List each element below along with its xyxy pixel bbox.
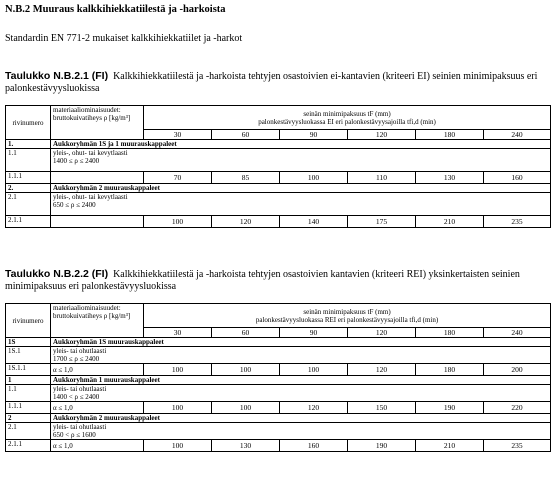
table-row (6, 338, 551, 347)
row-number: 1.1.1 (6, 402, 51, 414)
row-label (51, 172, 144, 184)
thickness-value: 190 (416, 402, 484, 414)
thickness-header-line1: seinän minimipaksuus tF (mm) (303, 109, 391, 118)
group-label: Aukkoryhmän 1S ja 1 muurauskappaleet (51, 140, 551, 149)
thickness-value: 235 (484, 440, 551, 452)
table-row (6, 149, 551, 172)
table-row (6, 172, 551, 184)
thickness-header-line2: palonkestävyysluokassa REI eri palonkestävyysajoilla tfi,d (min) (255, 315, 439, 324)
thickness-value: 175 (348, 216, 416, 228)
table-row (6, 423, 551, 440)
row-number: 1S.1.1 (6, 364, 51, 376)
density-range: 650 ≤ ρ ≤ 2400 (53, 201, 96, 209)
thickness-value: 100 (144, 216, 212, 228)
mortar-type: yleis-, ohut- tai kevytlaasti (53, 149, 128, 157)
thickness-value: 85 (212, 172, 280, 184)
thickness-value: 150 (348, 402, 416, 414)
table2-caption-id: Taulukko N.B.2.2 (FI) (5, 268, 109, 280)
thickness-value: 220 (484, 402, 551, 414)
row-number: 1S.1 (6, 347, 51, 364)
col-header-thickness (144, 106, 551, 130)
thickness-value: 100 (144, 402, 212, 414)
group-label: Aukkoryhmän 2 muurauskappaleet (51, 184, 551, 193)
mortar-description (51, 193, 551, 216)
thickness-value: 110 (348, 172, 416, 184)
col-header-time: 30 (144, 328, 212, 338)
mortar-type: yleis-, ohut- tai kevytlaasti (53, 193, 128, 201)
table1-caption (5, 70, 550, 95)
row-label (51, 216, 144, 228)
thickness-value: 100 (212, 402, 280, 414)
mortar-type: yleis- tai ohutlaasti (53, 423, 107, 431)
table2-caption-text: Kalkkihiekkatiilestä ja -harkoista tehtyjen osastoivien kantavien (kriteeri REI) yksinkertaisten seinien minimipaksuus eri palonkestävyysluokissa (5, 269, 520, 292)
table2 (5, 303, 551, 452)
row-number: 1.1 (6, 149, 51, 172)
thickness-value: 130 (212, 440, 280, 452)
density-range: 1700 ≤ ρ ≤ 2400 (53, 355, 100, 363)
mortar-type: yleis- tai ohutlaasti (53, 385, 107, 393)
thickness-value: 180 (416, 364, 484, 376)
table-row (6, 140, 551, 149)
table-row (6, 193, 551, 216)
thickness-value: 140 (280, 216, 348, 228)
row-number: 2.1.1 (6, 216, 51, 228)
col-header-material (51, 106, 144, 140)
row-number: 2.1.1 (6, 440, 51, 452)
section-heading: N.B.2 Muuraus kalkkihiekkatiilestä ja -harkoista (5, 4, 226, 15)
col-header-row-number: rivinumero (6, 304, 51, 338)
table2-caption (5, 268, 550, 293)
thickness-value: 100 (280, 172, 348, 184)
thickness-value: 200 (484, 364, 551, 376)
table-row (6, 184, 551, 193)
row-label: α ≤ 1,0 (51, 402, 144, 414)
thickness-header-line1: seinän minimipaksuus tF (mm) (303, 307, 391, 316)
col-header-time: 90 (280, 130, 348, 140)
col-header-time: 60 (212, 328, 280, 338)
col-header-time: 240 (484, 328, 551, 338)
table-row (6, 216, 551, 228)
row-number: 2.1 (6, 193, 51, 216)
thickness-value: 70 (144, 172, 212, 184)
table-row (6, 364, 551, 376)
thickness-value: 120 (280, 402, 348, 414)
standard-line: Standardin EN 771-2 mukaiset kalkkihiekkatiilet ja -harkot (5, 33, 243, 44)
thickness-value: 120 (348, 364, 416, 376)
table-row (6, 414, 551, 423)
col-header-time: 90 (280, 328, 348, 338)
table-row (6, 347, 551, 364)
thickness-value: 130 (416, 172, 484, 184)
table-row (6, 402, 551, 414)
table-row (6, 385, 551, 402)
thickness-value: 190 (348, 440, 416, 452)
row-number: 2 (6, 414, 51, 423)
row-number: 1.1.1 (6, 172, 51, 184)
col-header-time: 30 (144, 130, 212, 140)
material-header-line2: bruttokuivatiheys ρ [kg/m³] (53, 114, 131, 122)
row-label: α ≤ 1,0 (51, 440, 144, 452)
row-number: 1S (6, 338, 51, 347)
thickness-value: 160 (484, 172, 551, 184)
thickness-value: 120 (212, 216, 280, 228)
density-range: 1400 ≤ ρ ≤ 2400 (53, 157, 100, 165)
thickness-value: 100 (144, 364, 212, 376)
thickness-value: 210 (416, 216, 484, 228)
mortar-type: yleis- tai ohutlaasti (53, 347, 107, 355)
table1-caption-id: Taulukko N.B.2.1 (FI) (5, 70, 109, 82)
thickness-header-line2: palonkestävyysluokassa EI eri palonkestävyysajoilla tfi,d (min) (258, 117, 436, 126)
density-range: 650 < ρ ≤ 1600 (53, 431, 96, 439)
col-header-time: 240 (484, 130, 551, 140)
group-label: Aukkoryhmän 1S muurauskappaleet (51, 338, 551, 347)
row-number: 1. (6, 140, 51, 149)
mortar-description (51, 347, 551, 364)
col-header-time: 180 (416, 328, 484, 338)
col-header-thickness (144, 304, 551, 328)
col-header-time: 180 (416, 130, 484, 140)
thickness-value: 100 (212, 364, 280, 376)
mortar-description (51, 385, 551, 402)
density-range: 1400 < ρ ≤ 2400 (53, 393, 100, 401)
material-header-line2: bruttokuivatiheys ρ [kg/m³] (53, 312, 131, 320)
col-header-time: 120 (348, 328, 416, 338)
thickness-value: 210 (416, 440, 484, 452)
mortar-description (51, 423, 551, 440)
thickness-value: 100 (280, 364, 348, 376)
thickness-value: 100 (144, 440, 212, 452)
material-header-line1: materiaaliominaisuudet: (53, 304, 121, 312)
row-number: 2. (6, 184, 51, 193)
col-header-time: 120 (348, 130, 416, 140)
group-label: Aukkoryhmän 2 muurauskappaleet (51, 414, 551, 423)
material-header-line1: materiaaliominaisuudet: (53, 106, 121, 114)
col-header-material (51, 304, 144, 338)
row-number: 1.1 (6, 385, 51, 402)
mortar-description (51, 149, 551, 172)
group-label: Aukkoryhmän 1 muurauskappaleet (51, 376, 551, 385)
table1 (5, 105, 551, 228)
col-header-row-number: rivinumero (6, 106, 51, 140)
table-row (6, 376, 551, 385)
row-label: α ≤ 1,0 (51, 364, 144, 376)
col-header-time: 60 (212, 130, 280, 140)
row-number: 2.1 (6, 423, 51, 440)
thickness-value: 160 (280, 440, 348, 452)
table-row (6, 440, 551, 452)
thickness-value: 235 (484, 216, 551, 228)
table1-caption-text: Kalkkihiekkatiilestä ja -harkoista tehtyjen osastoivien ei-kantavien (kriteeri EI) seinien minimipaksuus eri palonkestävyysluokissa (5, 71, 538, 94)
row-number: 1 (6, 376, 51, 385)
